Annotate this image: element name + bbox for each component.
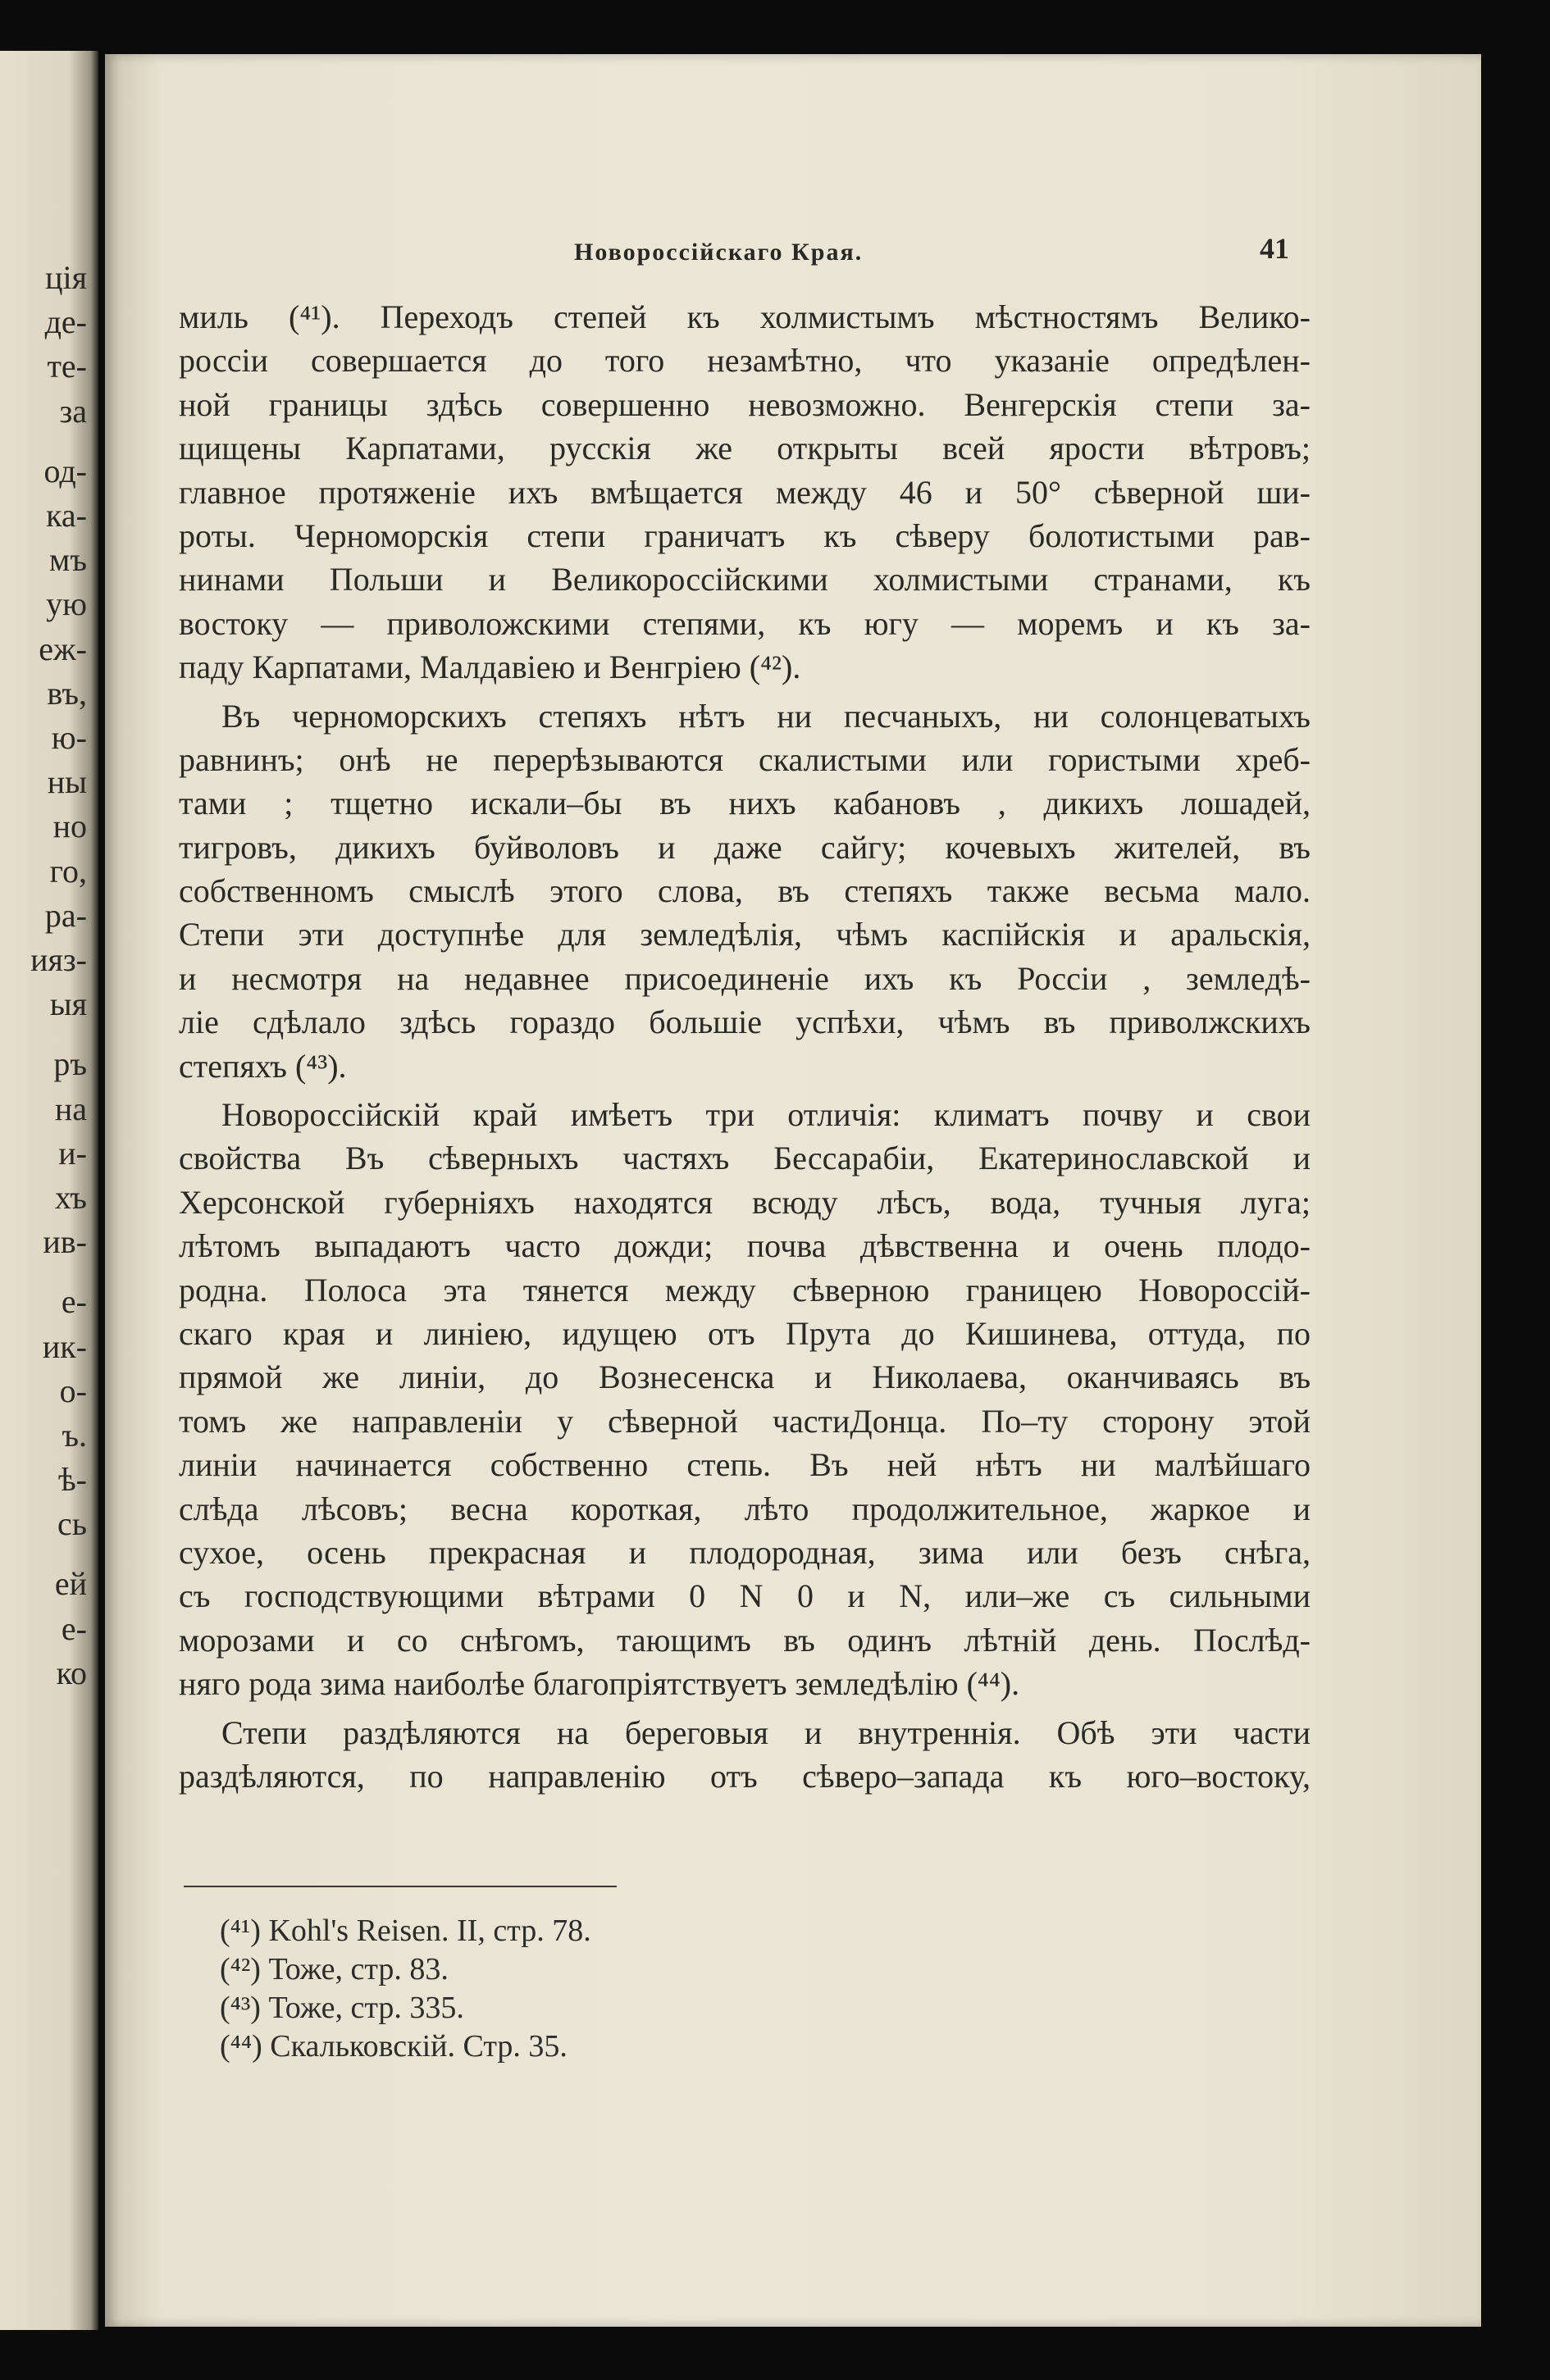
left-page-fragment: но: [52, 808, 87, 845]
text-line: лѣтомъ выпадаютъ часто дожди; почва дѣвственна и очень плодо-: [179, 1227, 1311, 1265]
text-line: свойства Въ сѣверныхъ частяхъ Бессарабіи, Екатеринославской и: [179, 1140, 1311, 1177]
left-page-fragment: ко: [56, 1654, 87, 1691]
left-page-fragment: те-: [47, 348, 87, 385]
text-line: прямой же линіи, до Вознесенска и Николаева, оканчиваясь въ: [179, 1358, 1311, 1396]
left-page-fragment: ыя: [49, 985, 87, 1023]
page-number: 41: [1260, 232, 1289, 265]
footnote: (⁴¹) Kohl's Reisen. II, стр. 78.: [220, 1914, 591, 1948]
left-page-fragment: еж-: [39, 630, 87, 667]
footnotes: [220, 1912, 591, 2066]
text-line: Въ черноморскихъ степяхъ нѣтъ ни песчаныхъ, ни солонцеватыхъ: [221, 697, 1311, 735]
text-line: миль (⁴¹). Переходъ степей къ холмистымъ мѣстностямъ Велико-: [179, 298, 1311, 335]
text-line: съ господствующими вѣтрами 0 N 0 и N, или–же съ сильными: [179, 1577, 1311, 1615]
left-page-fragment: ую: [46, 585, 87, 623]
footnote: (⁴⁴) Скальковскій. Стр. 35.: [220, 2029, 568, 2064]
left-page-fragment: ра-: [44, 896, 87, 934]
text-line: роты. Черноморскія степи граничатъ къ сѣверу болотистыми рав-: [179, 517, 1311, 554]
footnote: (⁴²) Тоже, стр. 83.: [220, 1952, 449, 1986]
left-page-fragment: ъ.: [62, 1416, 87, 1454]
left-page-fragment: ны: [47, 763, 87, 801]
footnote-rule: [184, 1886, 617, 1887]
text-line: слѣда лѣсовъ; весна короткая, лѣто продолжительное, жаркое и: [179, 1490, 1311, 1527]
text-line: тигровъ, дикихъ буйволовъ и даже сайгу; кочевыхъ жителей, въ: [179, 828, 1311, 866]
book-page: [105, 54, 1481, 2327]
body-text: [179, 295, 1311, 1798]
left-page-edge: [0, 51, 98, 2330]
text-line: нинами Польши и Великороссійскими холмистыми странами, къ: [179, 561, 1311, 598]
text-line: собственномъ смыслѣ этого слова, въ степяхъ также весьма мало.: [179, 872, 1311, 910]
text-line: скаго края и линіею, идущею отъ Прута до Кишинева, оттуда, по: [179, 1314, 1311, 1352]
left-page-fragment: ив-: [43, 1223, 87, 1261]
text-line: и несмотря на недавнее присоединеніе ихъ къ Россіи , землeдѣ-: [179, 959, 1311, 997]
text-line: щищены Карпатами, русскія же открыты всей ярости вѣтровъ;: [179, 430, 1311, 467]
left-page-fragment: ей: [54, 1565, 87, 1603]
left-page-fragment: ка-: [46, 496, 87, 534]
text-line: паду Карпатами, Малдавіею и Венгріею (⁴²).: [179, 648, 801, 686]
text-line: томъ же направленіи у сѣверной частиДонца. По–ту сторону этой: [179, 1402, 1311, 1440]
text-line: сухое, осень прекрасная и плодородная, зима или безъ снѣга,: [179, 1533, 1311, 1571]
text-line: ліе сдѣлало здѣсь гораздо большіе успѣхи, чѣмъ въ приволжскихъ: [179, 1003, 1311, 1041]
left-page-fragment: ик-: [42, 1327, 87, 1365]
text-line: Херсонской губерніяхъ находятся всюду лѣсъ, вода, тучныя луга;: [179, 1183, 1311, 1221]
text-line: главное протяженіе ихъ вмѣщается между 46 и 50° сѣверной ши-: [179, 473, 1311, 511]
text-line: няго рода зима наиболѣе благопріятствуетъ земледѣлію (⁴⁴).: [179, 1665, 1020, 1703]
footnote: (⁴³) Тоже, стр. 335.: [220, 1991, 464, 2025]
running-head: Новороссійскаго Края.: [574, 239, 864, 266]
left-page-fragment: ѣ-: [57, 1461, 87, 1499]
left-page-fragment: е-: [61, 1609, 87, 1647]
left-page-fragment: хъ: [54, 1178, 87, 1216]
left-page-fragment: и-: [58, 1134, 87, 1172]
left-page-fragment: е-: [61, 1283, 87, 1321]
left-page-fragment: од-: [43, 452, 87, 489]
text-line: Степи раздѣляются на береговыя и внутреннія. Обѣ эти части: [221, 1713, 1311, 1751]
text-line: ной границы здѣсь совершенно невозможно. Венгерскія степи за-: [179, 385, 1311, 423]
left-page-fragment: о-: [59, 1372, 87, 1409]
left-page-fragment: де-: [44, 303, 87, 341]
left-page-fragment: ияз-: [30, 940, 87, 978]
text-line: линіи начинается собственно степь. Въ ней нѣтъ ни малѣйшаго: [179, 1446, 1311, 1484]
text-line: родна. Полоса эта тянется между сѣверною границею Новороссій-: [179, 1271, 1311, 1308]
left-page-fragment: сь: [57, 1505, 87, 1543]
text-line: раздѣляются, по направленію отъ сѣверо–запада къ юго–востоку,: [179, 1757, 1311, 1795]
text-line: востоку — приволожскими степями, къ югу — моремъ и къ за-: [179, 604, 1311, 642]
left-page-fragment: го,: [49, 852, 87, 890]
left-page-fragment: на: [54, 1090, 87, 1127]
text-line: россіи совершается до того незамѣтно, что указаніе опредѣлен-: [179, 342, 1311, 380]
left-page-fragment: ръ: [53, 1045, 87, 1083]
text-line: Новороссійскій край имѣетъ три отличія: климатъ почву и свои: [221, 1096, 1311, 1134]
text-line: равнинъ; онѣ не перерѣзываются скалистыми или гористыми хреб-: [179, 740, 1311, 778]
left-page-fragment: въ,: [47, 674, 87, 712]
text-line: Степи эти доступнѣе для земледѣлія, чѣмъ каспійскія и аральскія,: [179, 916, 1311, 953]
left-page-fragment: ція: [45, 259, 87, 296]
text-line: тами ; тщетно искали–бы въ нихъ кабановъ , дикихъ лошадей,: [179, 785, 1311, 822]
left-page-fragment: за: [59, 392, 87, 430]
text-line: степяхъ (⁴³).: [179, 1047, 347, 1085]
left-page-fragment: мъ: [49, 541, 87, 579]
text-line: морозами и со снѣгомъ, тающимъ въ одинъ лѣтній день. Послѣд-: [179, 1621, 1311, 1659]
left-page-fragment: ю-: [51, 718, 87, 756]
